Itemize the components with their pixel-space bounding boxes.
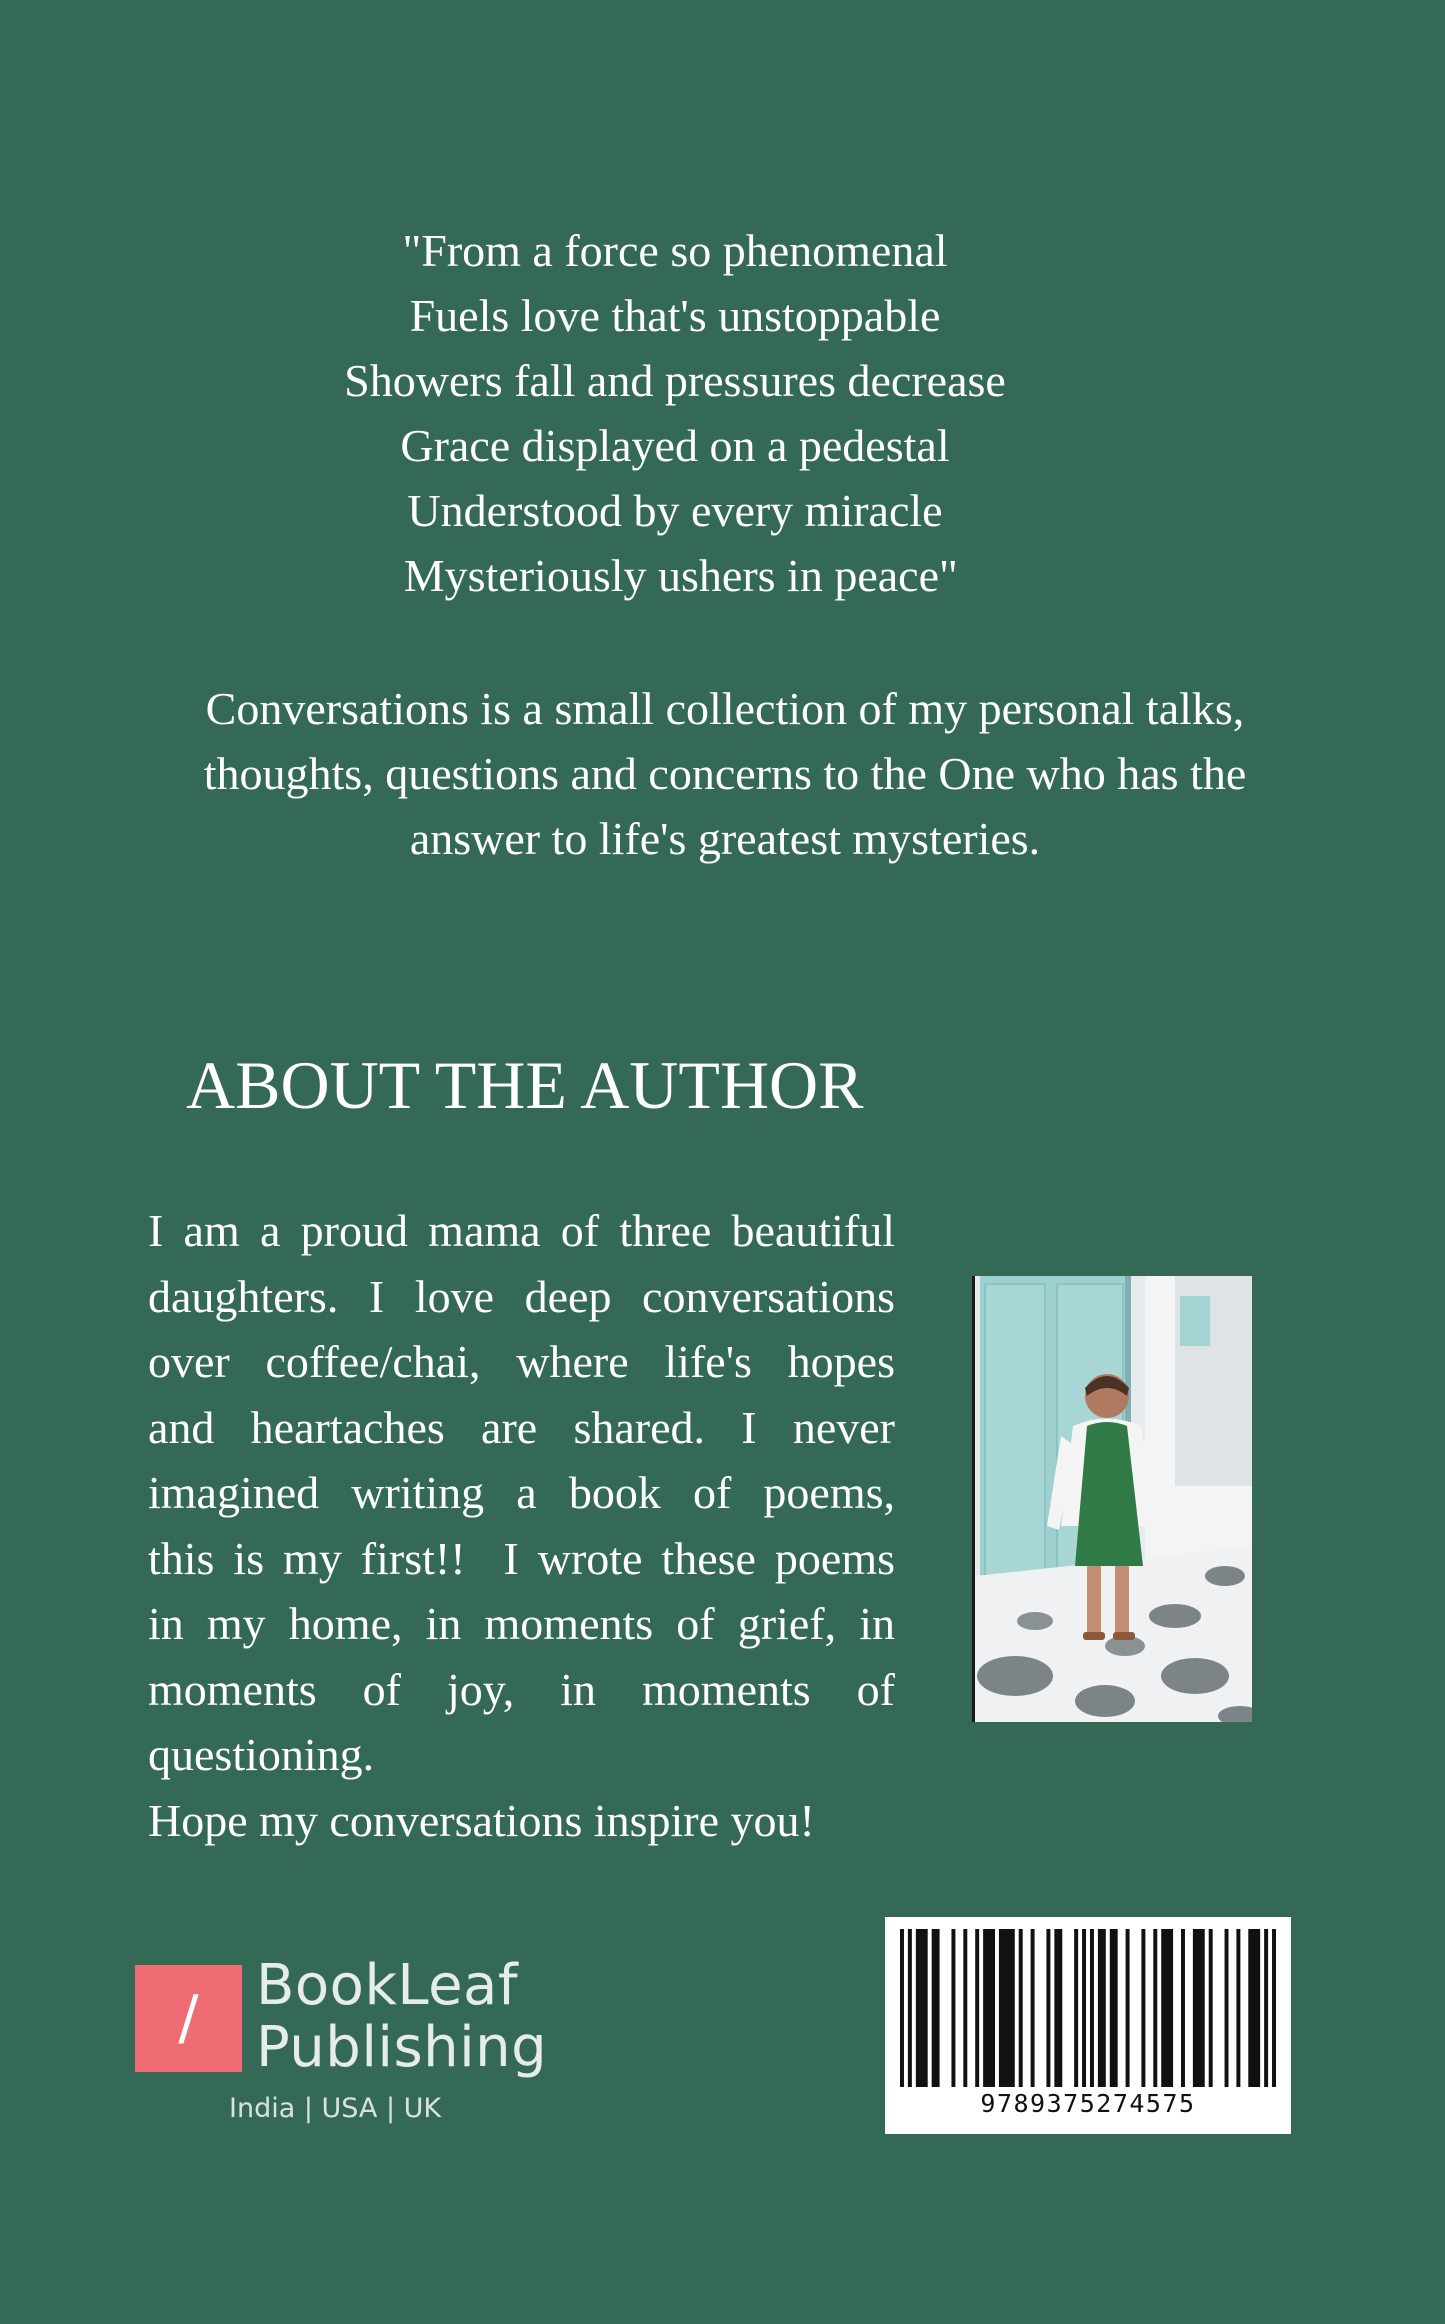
poem-line: Showers fall and pressures decrease	[344, 355, 1006, 406]
bio-line: moments of joy, in moments of	[148, 1663, 895, 1715]
blurb-line: answer to life's greatest mysteries.	[409, 813, 1041, 864]
poem-excerpt	[0, 218, 1350, 608]
barcode-bar	[1141, 1929, 1145, 2087]
barcode-bar	[1225, 1929, 1229, 2087]
barcode-bar	[1031, 1929, 1035, 2087]
bio-line: in my home, in moments of grief, in	[148, 1598, 895, 1649]
barcode-bar	[1209, 1929, 1213, 2087]
barcode-bar	[1098, 1929, 1106, 2087]
publisher-name-line1: BookLeaf	[256, 1953, 519, 2018]
book-blurb	[0, 676, 1445, 871]
blurb-line: thoughts, questions and concerns to the One who has the	[203, 748, 1247, 799]
barcode-bar	[1090, 1929, 1094, 2087]
barcode-bars	[900, 1929, 1276, 2087]
poem-line: Understood by every miracle	[407, 485, 943, 536]
poem-line: Fuels love that's unstoppable	[409, 290, 941, 341]
barcode-bar	[963, 1929, 967, 2087]
publisher-locations: India | USA | UK	[229, 2093, 442, 2124]
barcode-bar	[983, 1929, 995, 2087]
barcode-bar	[1193, 1929, 1205, 2087]
bio-line: over coffee/chai, where life's hopes	[148, 1336, 895, 1387]
barcode-bar	[916, 1929, 928, 2087]
barcode-bar	[932, 1929, 940, 2087]
author-photo	[972, 1276, 1252, 1722]
barcode-bar	[1272, 1929, 1276, 2087]
blurb-line: Conversations is a small collection of my personal talks,	[205, 683, 1245, 734]
barcode-bar	[1110, 1929, 1118, 2087]
bio-line: I am a proud mama of three beautiful	[148, 1205, 895, 1256]
isbn-barcode	[885, 1917, 1291, 2134]
isbn-number: 9789375274575	[980, 2089, 1196, 2118]
poem-line: Mysteriously ushers in peace"	[392, 550, 958, 601]
author-bio	[148, 1198, 895, 1853]
barcode-bar	[1019, 1929, 1023, 2087]
bookleaf-logo-mark	[135, 1965, 242, 2072]
barcode-bar	[1054, 1929, 1062, 2087]
bio-line: imagined writing a book of poems,	[148, 1467, 895, 1518]
bio-line: questioning.	[148, 1729, 375, 1780]
poem-line: "From a force so phenomenal	[402, 225, 948, 276]
bio-line: and heartaches are shared. I never	[148, 1401, 895, 1453]
barcode-bar	[951, 1929, 955, 2087]
barcode-bar	[975, 1929, 979, 2087]
barcode-bar	[1074, 1929, 1078, 2087]
poem-line: Grace displayed on a pedestal	[400, 420, 950, 471]
publisher-name	[256, 1955, 547, 2079]
barcode-bar	[908, 1929, 912, 2087]
barcode-bar	[1264, 1929, 1268, 2087]
bio-line: daughters. I love deep conversations	[148, 1270, 895, 1322]
publisher-name-line2: Publishing	[256, 2015, 548, 2080]
bio-line: Hope my conversations inspire you!	[148, 1794, 815, 1846]
about-the-author-heading: ABOUT THE AUTHOR	[186, 1047, 864, 1123]
barcode-bar	[1126, 1929, 1130, 2087]
barcode-bar	[1181, 1929, 1185, 2087]
barcode-bar	[999, 1929, 1015, 2087]
barcode-bar	[900, 1929, 904, 2087]
barcode-bar	[1161, 1929, 1173, 2087]
barcode-bar	[1046, 1929, 1050, 2087]
barcode-bar	[1082, 1929, 1086, 2087]
barcode-bar	[1153, 1929, 1157, 2087]
bio-line: this is my first!! I wrote these poems	[148, 1532, 895, 1584]
barcode-bar	[1236, 1929, 1240, 2087]
barcode-bar	[1248, 1929, 1260, 2087]
slash-icon: /	[178, 1983, 199, 2053]
